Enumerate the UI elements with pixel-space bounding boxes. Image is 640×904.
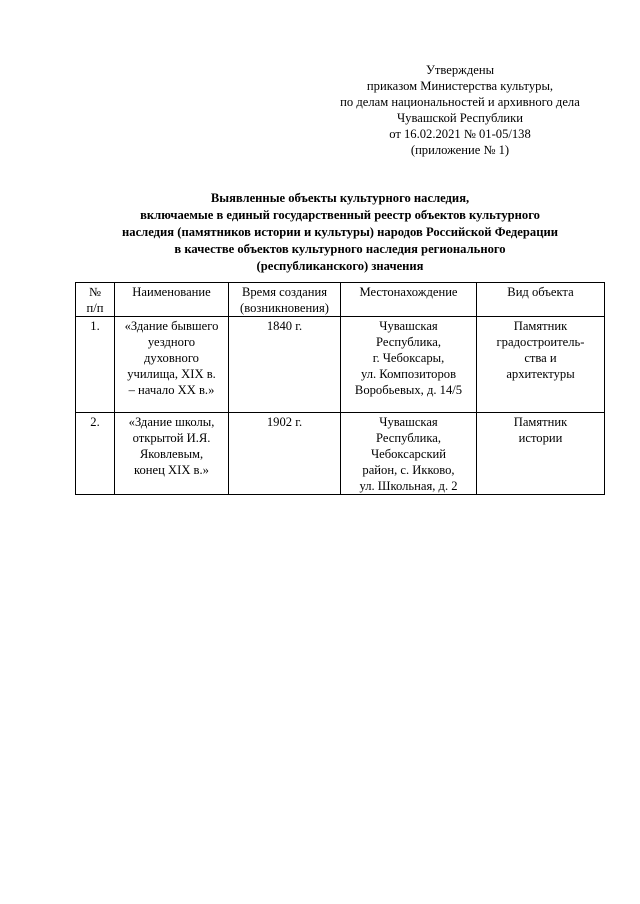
title-line: включаемые в единый государственный реестр объектов культурного xyxy=(140,208,540,222)
document-title xyxy=(70,190,610,275)
title-line: (республиканского) значения xyxy=(256,259,424,273)
cell-location: Чувашская Республика, Чебоксарский район, с. Икково, ул. Школьная, д. 2 xyxy=(341,413,477,495)
cell-location: Чувашская Республика, г. Чебоксары, ул. Композиторов Воробьевых, д. 14/5 xyxy=(341,317,477,413)
approval-line: (приложение № 1) xyxy=(410,143,510,157)
header-object-type: Вид объекта xyxy=(477,283,605,317)
cell-number: 2. xyxy=(76,413,115,495)
table-row xyxy=(76,317,605,413)
header-name: Наименование xyxy=(115,283,229,317)
heritage-objects-table xyxy=(75,282,605,495)
cell-name: «Здание бывшего уездного духовного училища, XIX в. – начало XX в.» xyxy=(115,317,229,413)
cell-object-type: Памятник истории xyxy=(477,413,605,495)
approval-line: от 16.02.2021 № 01-05/138 xyxy=(389,127,531,141)
cell-number: 1. xyxy=(76,317,115,413)
cell-object-type: Памятник градостроитель- ства и архитектуры xyxy=(477,317,605,413)
header-creation-time: Время создания (возникновения) xyxy=(229,283,341,317)
cell-creation-time: 1840 г. xyxy=(229,317,341,413)
table-row xyxy=(76,413,605,495)
header-location: Местонахождение xyxy=(341,283,477,317)
header-number: № п/п xyxy=(76,283,115,317)
approval-line: Утверждены xyxy=(425,63,495,77)
title-line: наследия (памятников истории и культуры) народов Российской Федерации xyxy=(122,225,558,239)
table-header-row xyxy=(76,283,605,317)
cell-creation-time: 1902 г. xyxy=(229,413,341,495)
title-line: Выявленные объекты культурного наследия, xyxy=(210,191,470,205)
title-line: в качестве объектов культурного наследия регионального xyxy=(174,242,506,256)
approval-line: Чувашской Республики xyxy=(397,111,523,125)
approval-block xyxy=(318,62,602,158)
cell-name: «Здание школы, открытой И.Я. Яковлевым, конец XIX в.» xyxy=(115,413,229,495)
approval-line: по делам национальностей и архивного дела xyxy=(340,95,580,109)
approval-line: приказом Министерства культуры, xyxy=(366,79,554,93)
